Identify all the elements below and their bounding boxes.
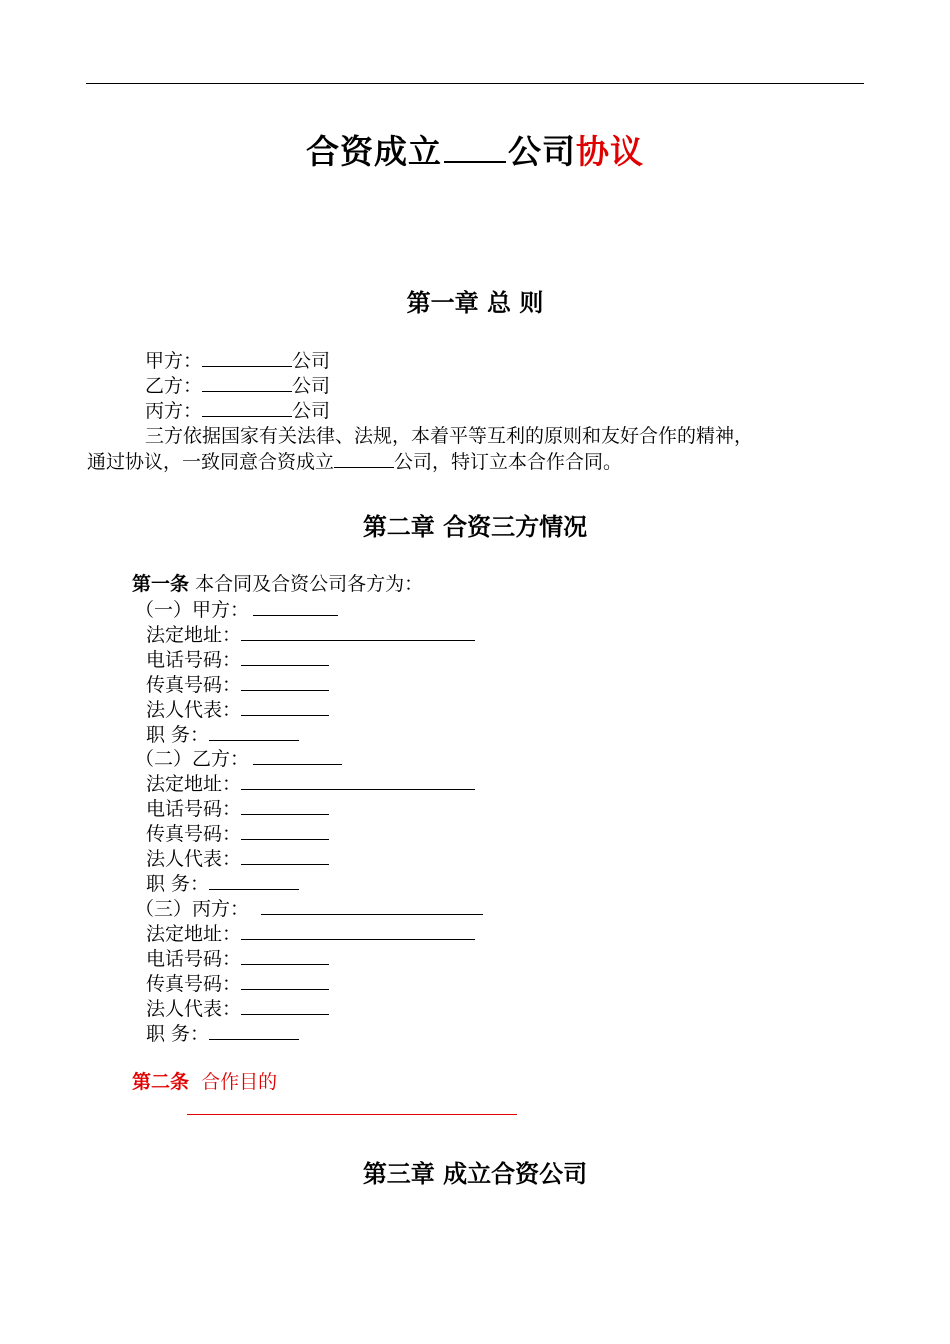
party-3-address bbox=[146, 921, 475, 946]
party-2-phone bbox=[146, 796, 329, 821]
party-1-header bbox=[135, 597, 338, 622]
chapter-3-heading: 第三章 成立合资公司 bbox=[362, 1159, 588, 1188]
party-1-fax bbox=[146, 672, 329, 697]
article-1-label: 第一条 bbox=[132, 573, 190, 595]
party-3-address-blank bbox=[241, 921, 475, 940]
party-c-label: 丙方： bbox=[145, 400, 203, 422]
party-2-fax-label: 传真号码： bbox=[146, 823, 242, 845]
header-rule bbox=[86, 83, 864, 84]
party-b-label: 乙方： bbox=[145, 375, 203, 397]
article-2-line bbox=[132, 1070, 277, 1094]
party-1-header-label: （一）甲方： bbox=[135, 599, 250, 621]
party-1-title bbox=[146, 722, 299, 747]
party-3-name-blank bbox=[261, 896, 483, 915]
party-1-rep-label: 法人代表： bbox=[146, 699, 242, 721]
party-2-fax-blank bbox=[241, 821, 329, 840]
party-b-blank bbox=[202, 373, 292, 392]
party-3-title bbox=[146, 1021, 299, 1046]
party-c-line bbox=[145, 398, 330, 423]
party-3-address-label: 法定地址： bbox=[146, 923, 242, 945]
party-3-rep-label: 法人代表： bbox=[146, 998, 242, 1020]
party-2-phone-label: 电话号码： bbox=[146, 798, 242, 820]
party-a-line bbox=[145, 348, 330, 373]
party-1-rep bbox=[146, 697, 329, 722]
article-1-line bbox=[132, 572, 423, 596]
party-3-title-label: 职 务： bbox=[146, 1023, 210, 1045]
party-1-title-blank bbox=[209, 722, 299, 741]
party-2-rep-blank bbox=[241, 846, 329, 865]
party-3-rep-blank bbox=[241, 996, 329, 1015]
intro-para-line2 bbox=[87, 449, 622, 474]
party-3-phone bbox=[146, 946, 329, 971]
party-1-address-label: 法定地址： bbox=[146, 624, 242, 646]
article-1-text: 本合同及合资公司各方为： bbox=[195, 573, 424, 595]
article-2-label: 第二条 bbox=[132, 1071, 190, 1093]
party-3-header bbox=[135, 896, 483, 921]
party-3-fax-label: 传真号码： bbox=[146, 973, 242, 995]
party-1-address-blank bbox=[241, 622, 475, 641]
party-c-blank bbox=[202, 398, 292, 417]
party-2-phone-blank bbox=[241, 796, 329, 815]
title-prefix: 合资成立 bbox=[306, 132, 442, 171]
purpose-blank-line bbox=[187, 1114, 517, 1115]
party-1-address bbox=[146, 622, 475, 647]
title-red-word: 协议 bbox=[576, 132, 644, 171]
party-2-header-label: （二）乙方： bbox=[135, 748, 250, 770]
party-1-title-label: 职 务： bbox=[146, 724, 210, 746]
intro-para-line2-a: 通过协议，一致同意合资成立 bbox=[87, 451, 335, 473]
party-1-rep-blank bbox=[241, 697, 329, 716]
party-3-title-blank bbox=[209, 1021, 299, 1040]
document-title bbox=[0, 126, 950, 173]
party-3-phone-label: 电话号码： bbox=[146, 948, 242, 970]
party-2-title bbox=[146, 871, 299, 896]
party-1-fax-label: 传真号码： bbox=[146, 674, 242, 696]
party-2-rep bbox=[146, 846, 329, 871]
party-1-phone-label: 电话号码： bbox=[146, 649, 242, 671]
party-a-suffix: 公司 bbox=[292, 350, 331, 372]
party-3-phone-blank bbox=[241, 946, 329, 965]
party-a-label: 甲方： bbox=[145, 350, 203, 372]
party-2-title-label: 职 务： bbox=[146, 873, 210, 895]
party-c-suffix: 公司 bbox=[292, 400, 331, 422]
chapter-1-heading: 第一章 总 则 bbox=[406, 288, 544, 317]
party-3-fax bbox=[146, 971, 329, 996]
party-1-phone-blank bbox=[241, 647, 329, 666]
party-2-header bbox=[135, 746, 342, 771]
party-2-address-label: 法定地址： bbox=[146, 773, 242, 795]
company-name-blank bbox=[334, 449, 394, 468]
party-3-rep bbox=[146, 996, 329, 1021]
party-3-header-label: （三）丙方： bbox=[135, 898, 250, 920]
party-1-fax-blank bbox=[241, 672, 329, 691]
party-2-name-blank bbox=[253, 746, 342, 765]
article-2-text: 合作目的 bbox=[201, 1071, 278, 1093]
party-a-blank bbox=[202, 348, 292, 367]
party-2-title-blank bbox=[209, 871, 299, 890]
party-1-phone bbox=[146, 647, 329, 672]
party-b-suffix: 公司 bbox=[292, 375, 331, 397]
party-2-address bbox=[146, 771, 475, 796]
party-3-fax-blank bbox=[241, 971, 329, 990]
title-suffix: 公司 bbox=[508, 132, 576, 171]
party-2-rep-label: 法人代表： bbox=[146, 848, 242, 870]
party-b-line bbox=[145, 373, 330, 398]
party-1-name-blank bbox=[253, 597, 338, 616]
title-blank bbox=[444, 135, 506, 163]
chapter-2-heading: 第二章 合资三方情况 bbox=[362, 512, 588, 541]
party-2-address-blank bbox=[241, 771, 475, 790]
intro-para-line2-b: 公司，特订立本合作合同。 bbox=[394, 451, 623, 473]
intro-para-line1: 三方依据国家有关法律、法规，本着平等互利的原则和友好合作的精神， bbox=[145, 425, 754, 447]
party-2-fax bbox=[146, 821, 329, 846]
